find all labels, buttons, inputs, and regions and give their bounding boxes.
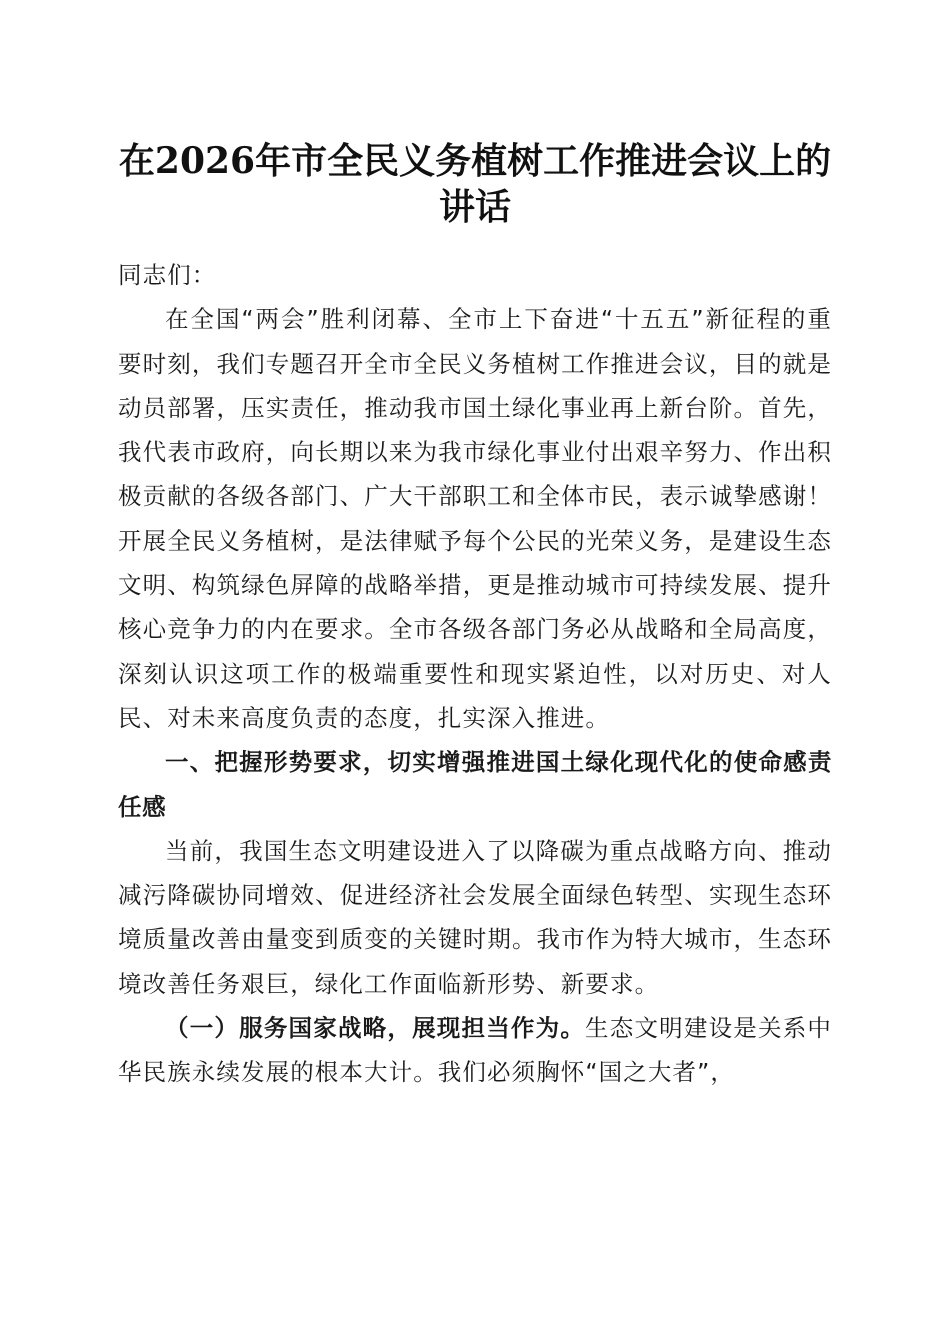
page-title [100,138,850,230]
title-line-1: 在2026年市全民义务植树工作推进会议上的 [118,140,832,182]
salutation: 同志们： [118,261,217,289]
subsection-1 [118,1006,832,1095]
subsection-1-lead: （一）服务国家战略，展现担当作为。 [165,1014,586,1043]
section-heading-1: 一、把握形势要求，切实增强推进国土绿化现代化的使命感责任感 [118,748,832,821]
paragraph-intro: 在全国“两会”胜利闭幕、全市上下奋进“十五五”新征程的重要时刻，我们专题召开全市全民义务植树工作推进会议，目的就是动员部署，压实责任，推动我市国土绿化事业再上新台阶。首先，我代表市政府，向长期以来为我市绿化事业付出艰辛努力、作出积极贡献的各级各部门、广大干部职工和全体市民，表示诚挚感谢！开展全民义务植树，是法律赋予每个公民的光荣义务，是建设生态文明、构筑绿色屏障的战略举措，更是推动城市可持续发展、提升核心竞争力的内在要求。全市各级各部门务必从战略和全局高度，深刻认识这项工作的极端重要性和现实紧迫性，以对历史、对人民、对未来高度负责的态度，扎实深入推进。 [118,305,832,732]
title-line-2: 讲话 [438,186,511,228]
subsection-1-text: 生态文明建设是关系中华民族永续发展的根本大计。我们必须胸怀“国之大者”， [118,1014,832,1087]
paragraph-situation: 当前，我国生态文明建设进入了以降碳为重点战略方向、推动减污降碳协同增效、促进经济社会发展全面绿色转型、实现生态环境质量改善由量变到质变的关键时期。我市作为特大城市，生态环境改善任务艰巨，绿化工作面临新形势、新要求。 [118,836,832,998]
document-body [118,253,832,1095]
